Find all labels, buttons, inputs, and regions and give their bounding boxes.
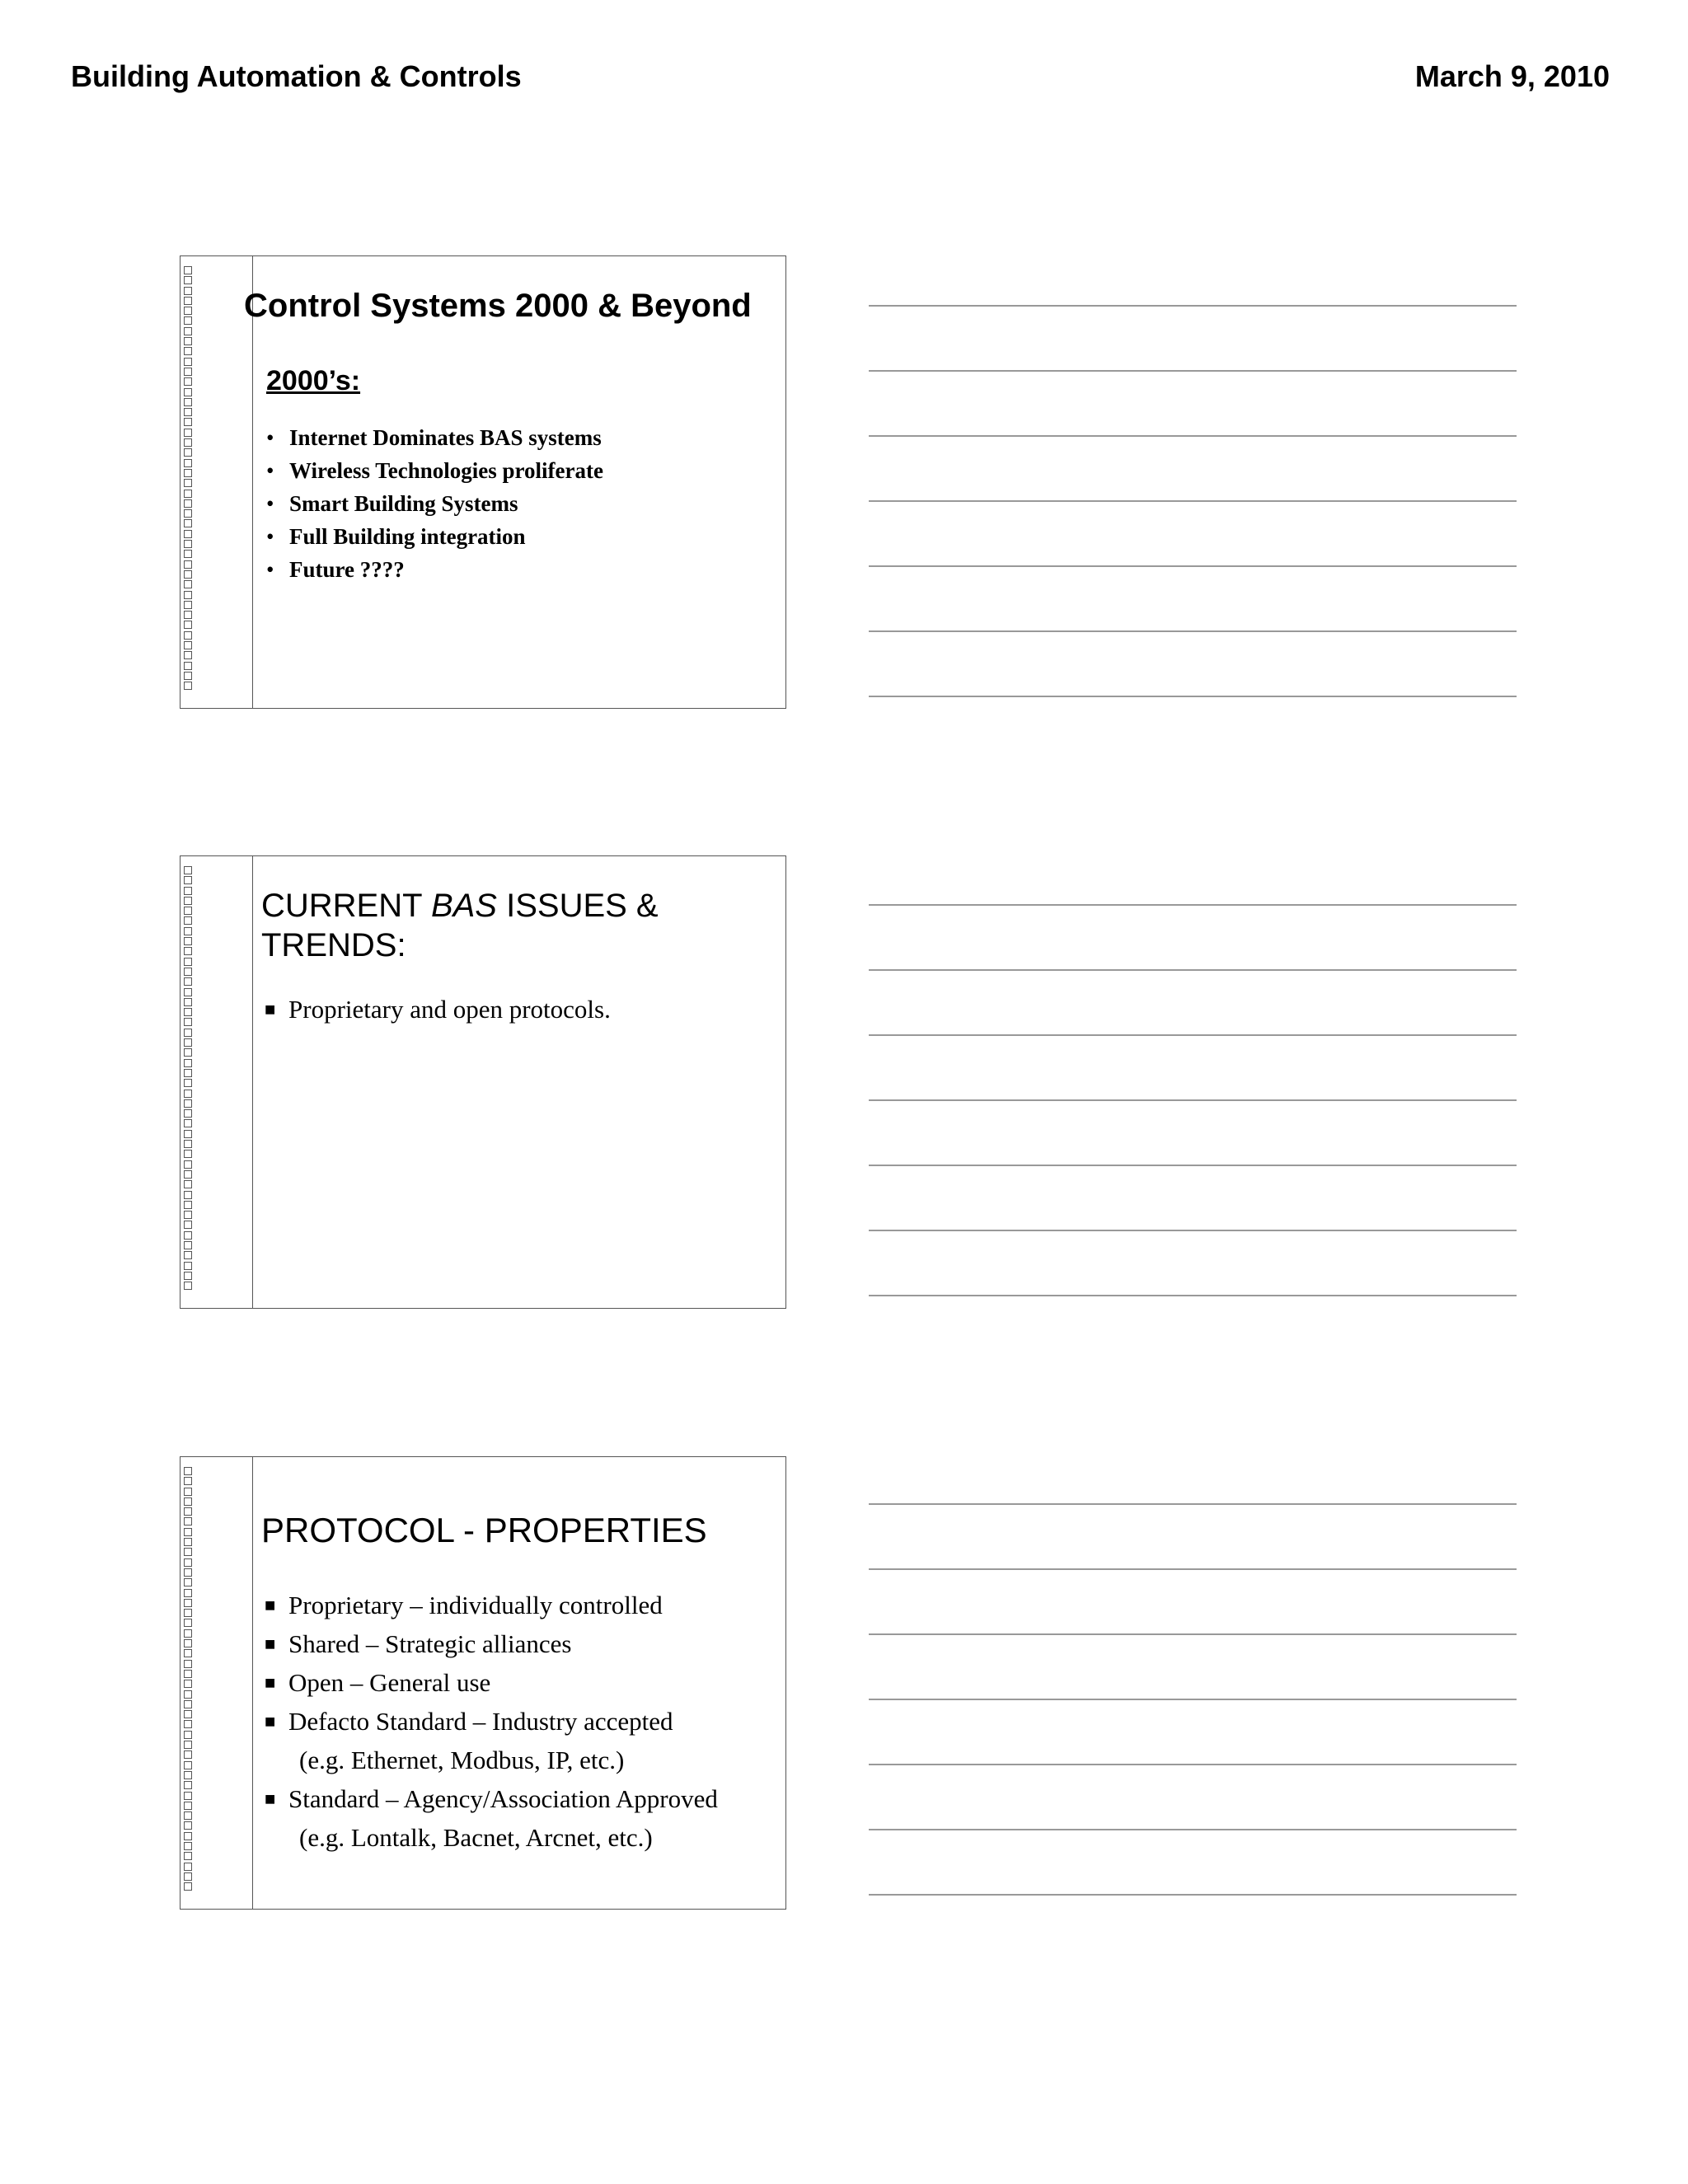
slide-1-bullet: • Internet Dominates BAS systems <box>266 421 603 454</box>
square-bullet-icon: ■ <box>265 999 276 1019</box>
strip-square <box>184 1109 192 1118</box>
strip-square <box>184 438 192 447</box>
strip-square <box>184 1750 192 1759</box>
strip-square <box>184 1029 192 1037</box>
slide-1-bullet: • Future ???? <box>266 553 603 586</box>
slide-2-title-part: ISSUES & <box>496 888 659 924</box>
strip-square <box>184 998 192 1006</box>
strip-square <box>184 631 192 640</box>
strip-square <box>184 1140 192 1148</box>
strip-square <box>184 1720 192 1728</box>
strip-square <box>184 621 192 629</box>
strip-square <box>184 1538 192 1546</box>
strip-square <box>184 459 192 467</box>
strip-square <box>184 297 192 305</box>
strip-square <box>184 1528 192 1536</box>
slide-3-bullet <box>265 1663 718 1702</box>
strip-square <box>184 1191 192 1199</box>
strip-square <box>184 1548 192 1556</box>
strip-square <box>184 1282 192 1290</box>
slide-3-bullet-continuation: (e.g. Ethernet, Modbus, IP, etc.) <box>299 1746 625 1774</box>
slide-3-bullet <box>265 1586 718 1624</box>
strip-square <box>184 1231 192 1240</box>
square-bullet-icon: ■ <box>265 1711 276 1732</box>
strip-square <box>184 641 192 649</box>
strip-square <box>184 876 192 884</box>
slide-3-bullet-continuation: (e.g. Lontalk, Bacnet, Arcnet, etc.) <box>299 1823 653 1852</box>
strip-square <box>184 388 192 396</box>
strip-square <box>184 530 192 538</box>
slide-1-bullet: • Full Building integration <box>266 520 603 553</box>
strip-square <box>184 1589 192 1597</box>
strip-square <box>184 1872 192 1881</box>
slide-2-title-part: CURRENT <box>261 888 431 924</box>
note-line <box>869 435 1517 437</box>
strip-square <box>184 651 192 659</box>
note-line <box>869 904 1517 906</box>
strip-square <box>184 1599 192 1607</box>
strip-square <box>184 968 192 976</box>
strip-square <box>184 1558 192 1567</box>
note-line <box>869 1568 1517 1570</box>
strip-square <box>184 1680 192 1688</box>
slide-2-title <box>261 886 659 965</box>
note-line <box>869 969 1517 971</box>
slide-3-bullet-text: Proprietary – individually controlled <box>288 1591 663 1619</box>
strip-square <box>184 377 192 386</box>
strip-square <box>184 947 192 955</box>
slide-3-bullet <box>265 1779 718 1818</box>
strip-square <box>184 479 192 487</box>
strip-square <box>184 1629 192 1638</box>
strip-square <box>184 937 192 945</box>
strip-square <box>184 1488 192 1496</box>
strip-square <box>184 591 192 599</box>
strip-square <box>184 327 192 335</box>
slide-3-bullet <box>265 1624 718 1663</box>
strip-square <box>184 418 192 426</box>
strip-square <box>184 1180 192 1188</box>
slide-2-bullet-list <box>265 990 611 1029</box>
strip-square <box>184 490 192 498</box>
note-line <box>869 1034 1517 1036</box>
note-line <box>869 1230 1517 1231</box>
strip-square <box>184 1018 192 1026</box>
square-bullet-icon: ■ <box>265 1633 276 1654</box>
strip-square <box>184 570 192 579</box>
slide-1-subtitle: 2000’s: <box>266 365 361 396</box>
slide-strip <box>181 856 253 1308</box>
slide-2-title-line2: TRENDS: <box>261 927 406 963</box>
strip-square <box>184 1811 192 1820</box>
strip-square <box>184 1731 192 1739</box>
notes-lines-3 <box>869 1503 1517 1959</box>
strip-square <box>184 682 192 690</box>
note-line <box>869 370 1517 372</box>
strip-square <box>184 398 192 406</box>
slide-3-bullet <box>265 1702 718 1741</box>
slide-2-bullet-text: Proprietary and open protocols. <box>288 995 611 1024</box>
note-line <box>869 1295 1517 1296</box>
strip-square <box>184 1079 192 1087</box>
strip-square <box>184 469 192 477</box>
square-bullet-icon: ■ <box>265 1595 276 1615</box>
strip-square <box>184 1832 192 1840</box>
notes-lines-1 <box>869 305 1517 761</box>
note-line <box>869 1829 1517 1830</box>
slide-1 <box>180 255 786 709</box>
strip-square <box>184 580 192 588</box>
strip-square <box>184 927 192 935</box>
strip-square <box>184 887 192 895</box>
strip-square <box>184 977 192 986</box>
note-line <box>869 565 1517 567</box>
strip-square <box>184 1251 192 1259</box>
notes-lines-2 <box>869 904 1517 1360</box>
strip-square <box>184 1741 192 1749</box>
strip-square <box>184 429 192 437</box>
strip-square <box>184 1771 192 1779</box>
note-line <box>869 1633 1517 1635</box>
strip-square <box>184 1802 192 1810</box>
slide-strip <box>181 256 253 708</box>
strip-square <box>184 1761 192 1769</box>
strip-square <box>184 988 192 996</box>
strip-square <box>184 276 192 284</box>
strip-square <box>184 1467 192 1475</box>
strip-square <box>184 307 192 315</box>
slide-1-bullet: • Wireless Technologies proliferate <box>266 454 603 487</box>
strip-square <box>184 1170 192 1179</box>
strip-square <box>184 1272 192 1280</box>
slide-2-title-emphasis: BAS <box>430 888 497 924</box>
strip-square <box>184 662 192 670</box>
strip-square <box>184 1863 192 1871</box>
strip-square <box>184 1882 192 1891</box>
strip-square <box>184 1649 192 1657</box>
strip-square <box>184 1792 192 1800</box>
strip-square <box>184 1670 192 1678</box>
note-line <box>869 500 1517 502</box>
strip-square <box>184 499 192 508</box>
strip-square <box>184 1090 192 1098</box>
slide-3-title: PROTOCOL - PROPERTIES <box>261 1511 707 1549</box>
note-line <box>869 696 1517 697</box>
strip-square <box>184 358 192 366</box>
slide-2-bullet <box>265 990 611 1029</box>
strip-square <box>184 1069 192 1077</box>
slide-3-bullet-list <box>265 1586 718 1857</box>
strip-square <box>184 1241 192 1249</box>
strip-square <box>184 1619 192 1627</box>
slide-3-bullet-text: Open – General use <box>288 1668 491 1697</box>
strip-square <box>184 1700 192 1708</box>
strip-square <box>184 1852 192 1860</box>
note-line <box>869 1894 1517 1896</box>
strip-square <box>184 1038 192 1047</box>
strip-square <box>184 1821 192 1830</box>
strip-square <box>184 1507 192 1516</box>
slide-3-bullet-text: Shared – Strategic alliances <box>288 1629 572 1658</box>
strip-square <box>184 1842 192 1850</box>
strip-square <box>184 347 192 355</box>
strip-square <box>184 1099 192 1108</box>
strip-square <box>184 1119 192 1127</box>
strip-square <box>184 1497 192 1506</box>
slide-1-bullet-list <box>266 421 603 586</box>
strip-square <box>184 1059 192 1067</box>
strip-square <box>184 1130 192 1138</box>
strip-square <box>184 368 192 376</box>
strip-square <box>184 287 192 295</box>
strip-square <box>184 958 192 966</box>
slide-strip <box>181 1457 253 1909</box>
strip-square <box>184 1781 192 1789</box>
strip-square <box>184 1477 192 1485</box>
strip-square <box>184 866 192 874</box>
slide-1-title: Control Systems 2000 & Beyond <box>244 288 752 324</box>
note-line <box>869 1764 1517 1765</box>
strip-square <box>184 672 192 680</box>
slide-1-bullet: • Smart Building Systems <box>266 487 603 520</box>
strip-square <box>184 1517 192 1526</box>
strip-square <box>184 448 192 457</box>
strip-square <box>184 1568 192 1577</box>
strip-square <box>184 509 192 518</box>
strip-square <box>184 337 192 345</box>
note-line <box>869 1503 1517 1505</box>
strip-square <box>184 1048 192 1057</box>
strip-square <box>184 1008 192 1016</box>
strip-square <box>184 1160 192 1169</box>
strip-square <box>184 611 192 619</box>
slide-2 <box>180 855 786 1309</box>
slide-3 <box>180 1456 786 1910</box>
strip-square <box>184 1262 192 1270</box>
strip-square <box>184 907 192 915</box>
square-bullet-icon: ■ <box>265 1672 276 1693</box>
strip-square <box>184 266 192 274</box>
strip-square <box>184 1690 192 1699</box>
note-line <box>869 1699 1517 1700</box>
page-header-date: March 9, 2010 <box>1414 59 1610 93</box>
strip-square <box>184 1221 192 1229</box>
strip-square <box>184 1201 192 1209</box>
strip-square <box>184 601 192 609</box>
strip-square <box>184 1609 192 1617</box>
slide-3-bullet-text: Defacto Standard – Industry accepted <box>288 1707 673 1736</box>
strip-square <box>184 519 192 527</box>
strip-square <box>184 316 192 325</box>
strip-square <box>184 897 192 905</box>
strip-square <box>184 1710 192 1718</box>
strip-square <box>184 1660 192 1668</box>
strip-square <box>184 540 192 548</box>
page-header-title: Building Automation & Controls <box>71 59 522 93</box>
note-line <box>869 305 1517 307</box>
note-line <box>869 1165 1517 1166</box>
slide-3-bullet-text: Standard – Agency/Association Approved <box>288 1784 718 1813</box>
strip-square <box>184 408 192 416</box>
strip-square <box>184 916 192 925</box>
square-bullet-icon: ■ <box>265 1788 276 1809</box>
note-line <box>869 1099 1517 1101</box>
note-line <box>869 630 1517 632</box>
strip-square <box>184 1639 192 1647</box>
strip-square <box>184 1211 192 1219</box>
strip-square <box>184 560 192 569</box>
strip-square <box>184 550 192 558</box>
strip-square <box>184 1150 192 1158</box>
strip-square <box>184 1578 192 1586</box>
